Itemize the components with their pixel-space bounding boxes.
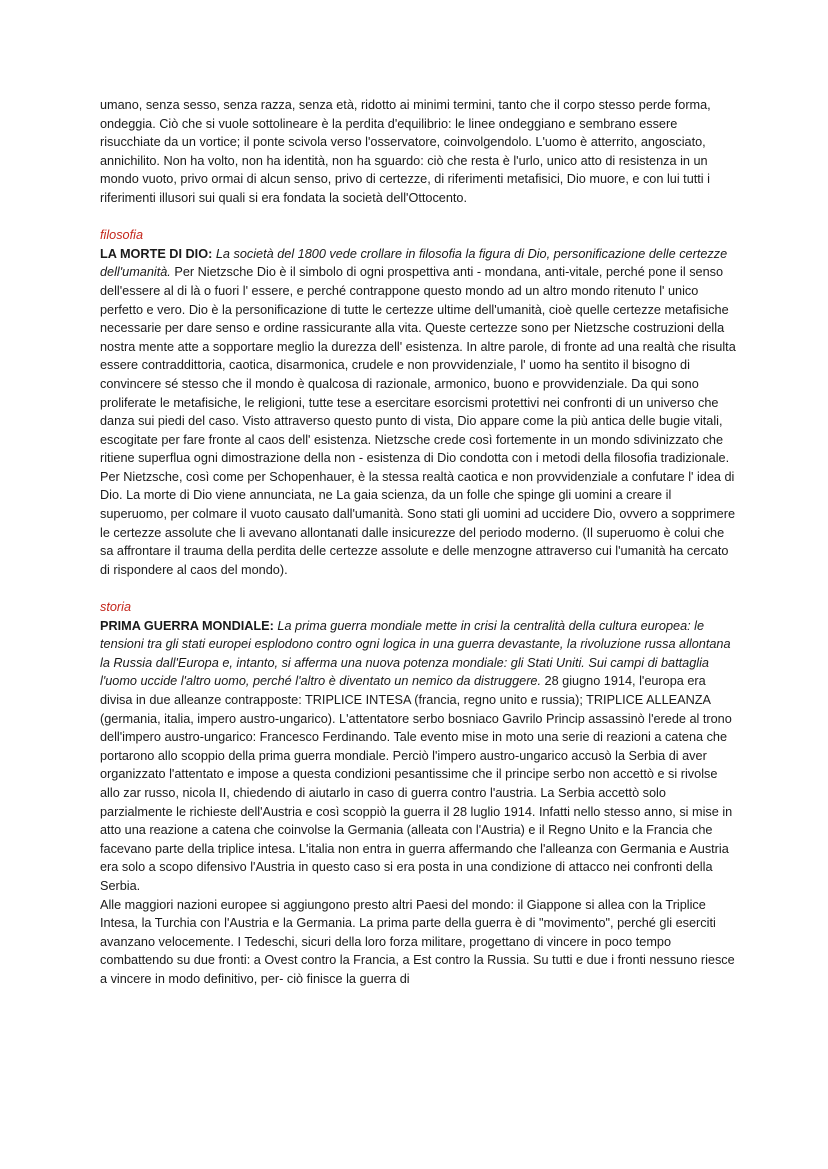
storia-heading: PRIMA GUERRA MONDIALE: [100, 618, 274, 633]
filosofia-lead: La società del 1800 vede crollare in filosofia la figura di Dio, personificazione delle certezze dell'umanità. [100, 246, 728, 280]
section-label-storia: storia [100, 600, 132, 615]
spacer [100, 579, 736, 598]
filosofia-heading: LA MORTE DI DIO: [100, 246, 213, 261]
section-label-filosofia: filosofia [100, 228, 144, 243]
intro-paragraph: umano, senza sesso, senza razza, senza età, ridotto ai minimi termini, tanto che il corpo stesso perde forma, ondeggia. Ciò che si vuole sottolineare è la perdita d'equilibrio: le linee ondeggiano e sembrano essere risucchiate da un vortice; il ponte scivola verso l'osservatore, coinvolgendolo. L'uomo è atterrito, angosciato, annichilito. Non ha volto, non ha identità, non ha sguardo: ciò che resta è l'urlo, unico atto di resistenza in un mondo vuoto, privo ormai di alcun senso, privo di certezze, di riferimenti metafisici, Dio muore, e con lui tutti i riferimenti illusori sui quali si era fondata la società dell'Ottocento. [100, 98, 711, 205]
filosofia-paragraph [100, 245, 736, 580]
filosofia-body: Per Nietzsche Dio è il simbolo di ogni prospettiva anti - mondana, anti-vitale, perché pone il senso dell'essere al di là o fuori l' essere, e perché contrappone questo mondo ad un altro mondo ritenuto l' unico perfetto e vero. Dio è la personificazione di tutte le certezze ultime dell'umanità, cioè quelle certezze metafisiche necessarie per dare senso e ordine rassicurante alla vita. Queste certezze sono per Nietzsche costruzioni della nostra mente atte a sopportare meglio la durezza dell' esistenza. In altre parole, di fronte ad una realtà che risulta essere contraddittoria, caotica, disarmonica, crudele e non provvidenziale, l' uomo ha sentito il bisogno di convincere sé stesso che il mondo è qualcosa di razionale, armonico, buono e provvidenziale. Da qui sono proliferate le metafisiche, le religioni, tutte tese a esercitare esorcismi protettivi nei confronti di un universo che danza sui piedi del caso. Visto attraverso questo punto di vista, Dio appare come la più antica delle bugie vitali, escogitate per fare fronte al caos dell' esistenza. Nietzsche crede così fortemente in un mondo sdivinizzato che ritiene superflua ogni dimostrazione della non - esistenza di Dio condotta con i metodi della filosofia tradizionale. Per Nietzsche, così come per Schopenhauer, è la stessa realtà caotica e non provvidenziale a confutare l' idea di Dio. La morte di Dio viene annunciata, ne La gaia scienza, da un folle che spinge gli uomini a creare il superuomo, per colmare il vuoto causato dall'umanità. Sono stati gli uomini ad uccidere Dio, ovvero a sopprimere le certezze assolute che li avevano allontanati dalle insicurezze del periodo moderno. (Il superuomo è colui che sa affrontare il trauma della perdita delle certezze assolute e delle menzogne attraverso cui l'umanità ha cercato di rispondere al caos del mondo). [100, 265, 736, 577]
storia-paragraph-2: Alle maggiori nazioni europee si aggiungono presto altri Paesi del mondo: il Giappone si allea con la Triplice Intesa, la Turchia con l'Austria e la Germania. La prima parte della guerra è di "movimento", perché gli eserciti avanzano velocemente. I Tedeschi, sicuri della loro forza militare, progettano di vincere in poco tempo combattendo su due fronti: a Ovest contro la Francia, a Est contro la Russia. Su tutti e due i fronti nessuno riesce a vincere in modo definitivo, per- ciò finisce la guerra di [100, 897, 735, 986]
storia-body: 28 giugno 1914, l'europa era divisa in due alleanze contrapposte: TRIPLICE INTESA (francia, regno unito e russia); TRIPLICE ALLEANZA (germania, italia, impero austro-ungarico). L'attentatore serbo bosniaco Gavrilo Princip assassinò l'erede al trono dell'impero austro-ungarico: Francesco Ferdinando. Tale evento mise in moto una serie di reazioni a catena che portarono allo scoppio della prima guerra mondiale. Perciò l'impero austro-ungarico accusò la Serbia di aver organizzato l'attentato e impose a questa condizioni pesantissime che il principe serbo non accettò e si rivolse allo zar russo, nicola II, chiedendo di aiutarlo in caso di guerra contro l'austria. La Serbia accettò solo parzialmente le richieste dell'Austria e così scoppiò la guerra il 28 luglio 1914. Infatti nello stesso anno, si mise in atto una reazione a catena che coinvolse la Germania (alleata con l'Austria) e il Regno Unito e la Francia che facevano parte della triplice intesa. L'italia non entra in guerra affermando che l'alleanza con Germania e Austria era solo a scopo difensivo l'Austria in questo caso si era posta in una condizione di attacco nei confronti della Serbia. [100, 674, 733, 893]
storia-lead: La prima guerra mondiale mette in crisi la centralità della cultura europea: le tensioni tra gli stati europei esplodono contro ogni logica in una guerra devastante, la rivoluzione russa allontana la Russia dall'Europa e, intanto, si afferma una nuova potenza mondiale: gli Stati Uniti. Sui campi di battaglia l'uomo uccide l'altro uomo, perché l'altro è diventato un nemico da distruggere. [100, 618, 731, 689]
storia-paragraph [100, 617, 736, 896]
spacer [100, 208, 736, 227]
document-page [100, 96, 736, 989]
